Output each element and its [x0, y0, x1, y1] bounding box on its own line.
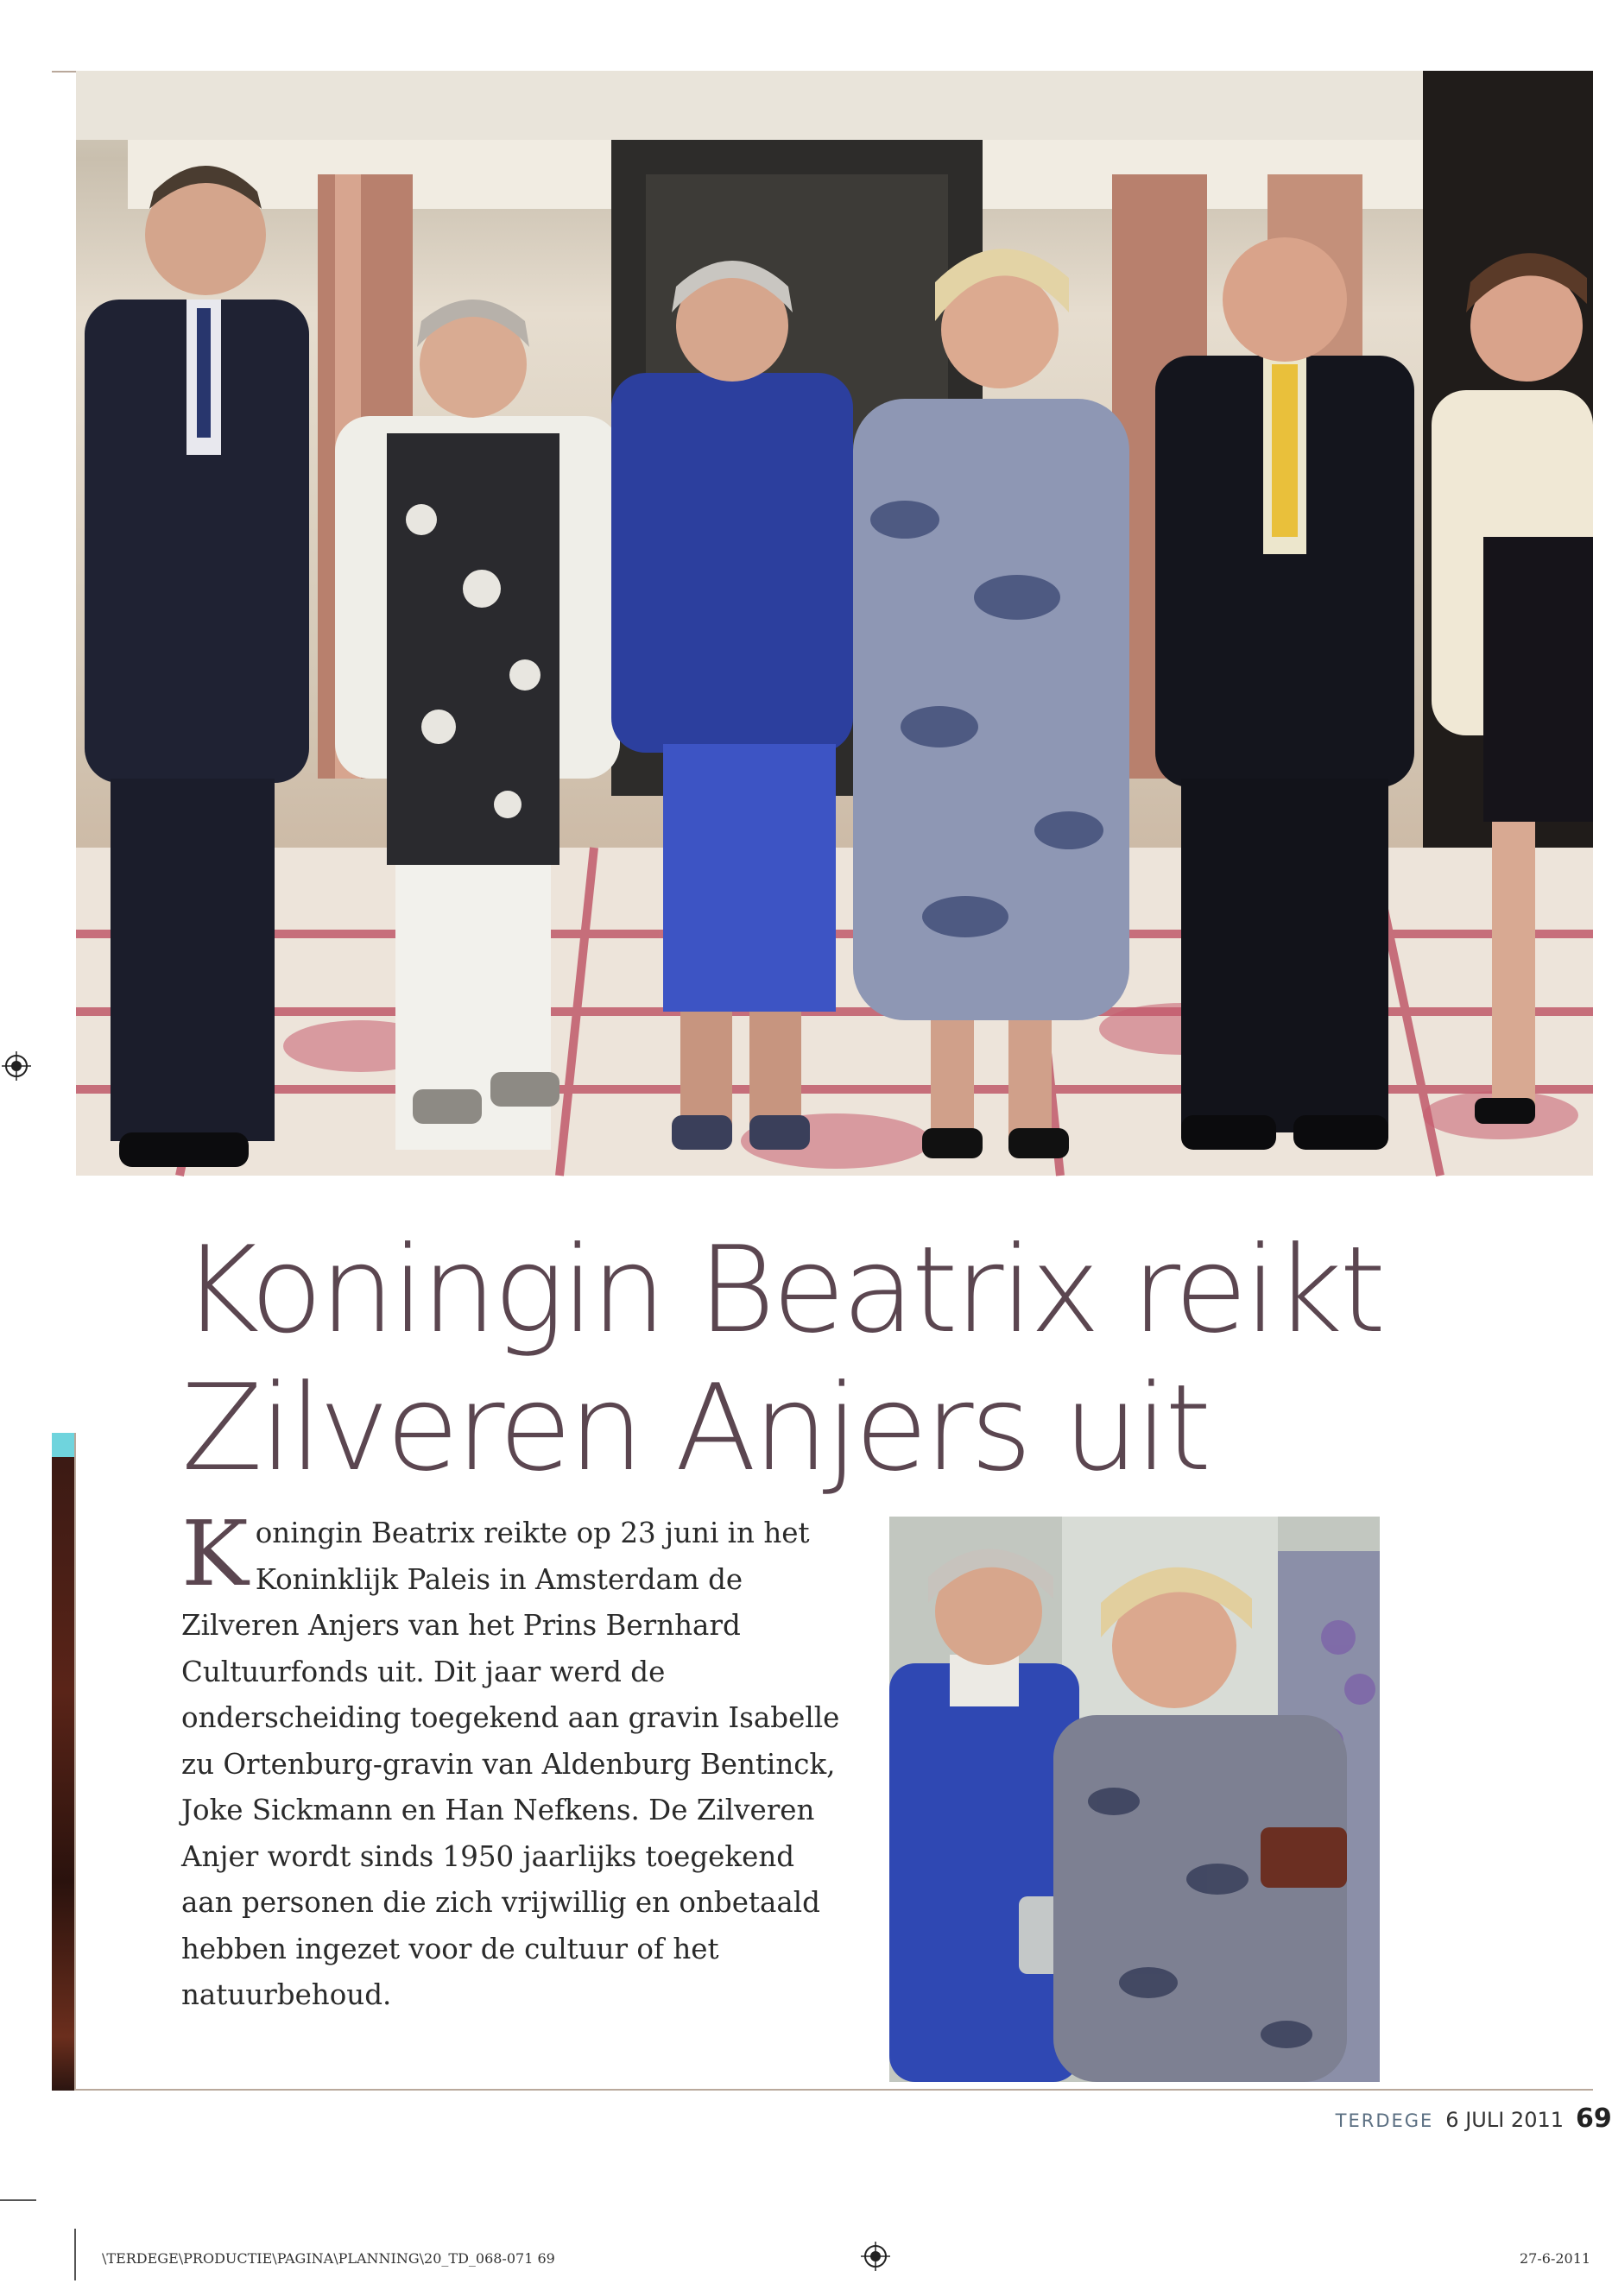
print-slug-path: \TERDEGE\PRODUCTIE\PAGINA\PLANNING\20_TD_068-071 69 — [102, 2250, 555, 2267]
registration-mark-icon — [861, 2242, 890, 2271]
left-frame-line — [74, 1433, 76, 2091]
bottom-frame-line — [74, 2089, 1593, 2091]
article-headline — [181, 1221, 1390, 1498]
article-body-text: oningin Beatrix reikte op 23 juni in het Koninklijk Paleis in Amsterdam de Zilveren Anjers van het Prins Bernhard Cultuurfonds uit. Dit jaar werd de onderscheiding toegekend aan gravin Isabelle zu Ortenburg-gravin van Aldenburg Bentinck, Joke Sickmann en Han Nefkens. De Zilveren Anjer wordt sinds 1950 jaarlijks toegekend aan personen die zich vrijwillig en onbetaald hebben ingezet voor de cultuur of het natuurbehoud. — [181, 1517, 840, 2011]
group-portrait-photo — [76, 71, 1593, 1176]
queen-and-laureate-photo — [889, 1517, 1380, 2082]
queen-and-laureate-illustration — [889, 1517, 1380, 2082]
headline-line-1: Koningin Beatrix reikt — [181, 1221, 1383, 1359]
print-slug-date: 27-6-2011 — [1520, 2250, 1591, 2267]
article-body — [181, 1501, 855, 2019]
page-number: 69 — [1576, 2104, 1612, 2134]
issue-date: 6 JULI 2011 — [1445, 2108, 1564, 2132]
page-footer — [1335, 2104, 1612, 2138]
headline-line-2: Zilveren Anjers uit — [181, 1359, 1209, 1498]
magazine-name: TERDEGE — [1335, 2110, 1434, 2131]
group-portrait-illustration — [76, 71, 1593, 1176]
adjacent-page-photo-strip — [52, 1433, 74, 2091]
crop-mark — [74, 2229, 76, 2280]
crop-mark — [0, 2199, 36, 2201]
drop-cap: K — [181, 1501, 249, 1606]
registration-mark-icon — [2, 1051, 31, 1081]
